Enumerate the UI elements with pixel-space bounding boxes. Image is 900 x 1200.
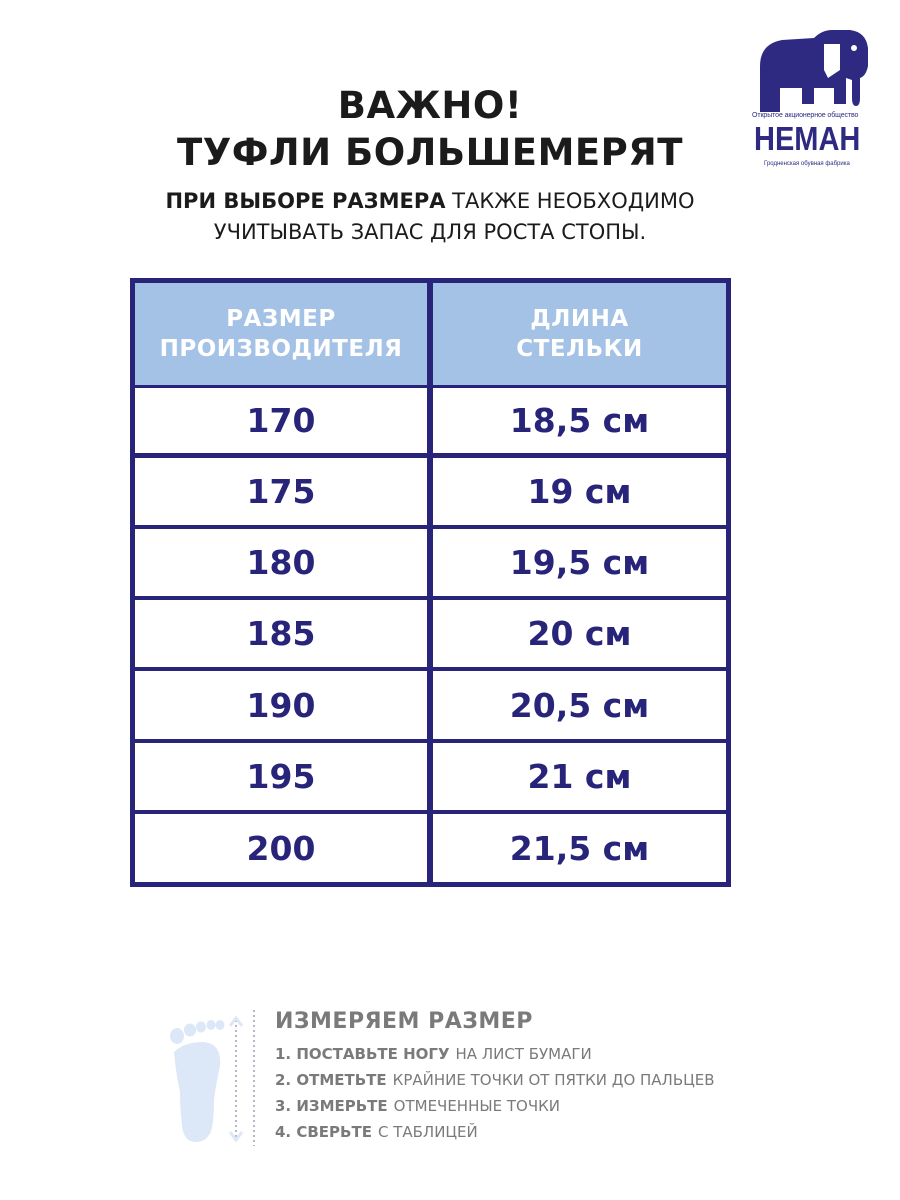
logo-wordmark: НЕМАН [754, 121, 861, 158]
header-size-line-2: ПРОИЗВОДИТЕЛЯ [159, 336, 403, 362]
guide-title: ИЗМЕРЯЕМ РАЗМЕР [275, 1009, 533, 1034]
table-row-length: 18,5 см [433, 388, 726, 453]
guide-step [275, 1071, 715, 1089]
step-detail: ОТМЕЧЕННЫЕ ТОЧКИ [393, 1097, 560, 1115]
note-line-1 [0, 186, 860, 217]
step-action: 2. ОТМЕТЬТЕ [275, 1071, 387, 1089]
logo-subtitle: Гродненская обувная фабрика [764, 161, 850, 167]
table-row-size: 200 [135, 814, 427, 882]
table-row-size: 190 [135, 671, 427, 739]
step-detail: КРАЙНИЕ ТОЧКИ ОТ ПЯТКИ ДО ПАЛЬЦЕВ [392, 1071, 715, 1089]
table-row-size: 170 [135, 388, 427, 453]
step-action: 3. ИЗМЕРЬТЕ [275, 1097, 388, 1115]
note-rest: ТАКЖЕ НЕОБХОДИМО [445, 189, 695, 213]
step-action: 4. СВЕРЬТЕ [275, 1123, 372, 1141]
note-bold: ПРИ ВЫБОРЕ РАЗМЕРА [165, 189, 446, 213]
header-length-line-2: СТЕЛЬКИ [516, 336, 643, 362]
table-row-size: 185 [135, 600, 427, 667]
step-action: 1. ПОСТАВЬТЕ НОГУ [275, 1045, 450, 1063]
table-row-length: 20 см [433, 600, 726, 667]
step-detail: НА ЛИСТ БУМАГИ [455, 1045, 592, 1063]
header-size-line-1: РАЗМЕР [226, 306, 336, 332]
header-length-column [433, 283, 726, 385]
heading-warning: ТУФЛИ БОЛЬШЕМЕРЯТ [176, 131, 684, 174]
header-size-column [135, 283, 427, 385]
table-row-size: 175 [135, 458, 427, 525]
table-row-length: 19 см [433, 458, 726, 525]
table-row-length: 21 см [433, 743, 726, 810]
logo-top-text: Открытое акционерное общество [752, 112, 859, 119]
note-line-2: УЧИТЫВАТЬ ЗАПАС ДЛЯ РОСТА СТОПЫ. [213, 220, 647, 244]
step-detail: С ТАБЛИЦЕЙ [377, 1123, 478, 1141]
size-table [130, 278, 731, 887]
header-length-line-1: ДЛИНА [530, 306, 629, 332]
foot-measure-icon [166, 1008, 256, 1148]
table-row-size: 180 [135, 529, 427, 596]
heading-important: ВАЖНО! [337, 84, 523, 127]
guide-step [275, 1123, 478, 1141]
table-row-length: 19,5 см [433, 529, 726, 596]
guide-step [275, 1045, 592, 1063]
table-row-length: 21,5 см [433, 814, 726, 882]
guide-step [275, 1097, 560, 1115]
table-row-length: 20,5 см [433, 671, 726, 739]
table-row-size: 195 [135, 743, 427, 810]
